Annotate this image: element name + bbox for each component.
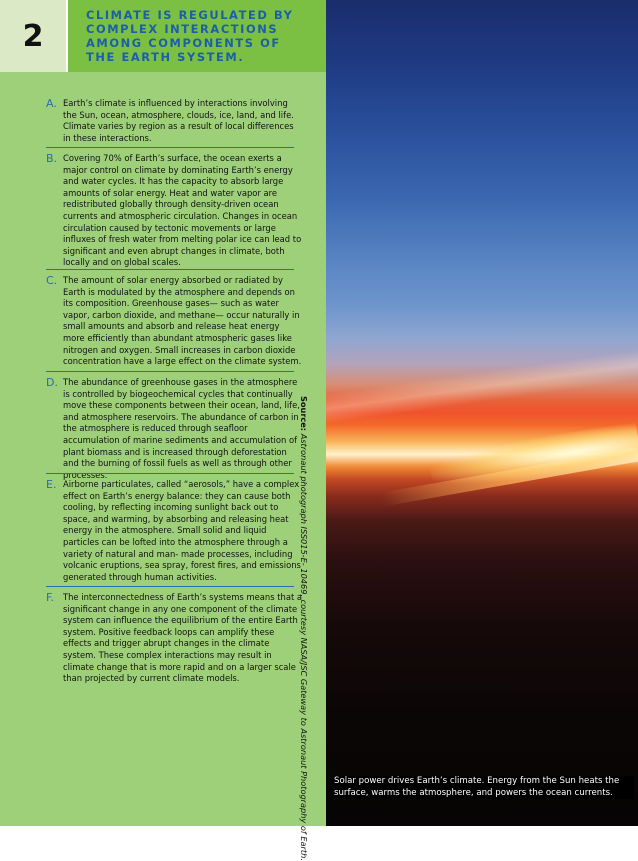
section-letter: E.: [46, 478, 57, 491]
photo-caption: Solar power drives Earth’s climate. Energy from the Sun heats the surface, warms the atmosphere, and powers the ocean currents.: [330, 776, 634, 799]
chapter-number: 2: [22, 18, 44, 54]
section-letter: A.: [46, 97, 57, 110]
chapter-header: [0, 0, 326, 72]
chapter-number-box: [0, 0, 68, 72]
source-label: Source:: [299, 396, 309, 432]
section-divider: [46, 371, 294, 372]
section-text: The amount of solar energy absorbed or radiated by Earth is modulated by the atmosphere and depends on its composition. Greenhouse gases— such as water vapor, carbon dioxide, and methane— occur naturally in small amounts and absorb and release heat energy more efficiently than abundant atmospheric gases like nitrogen and oxygen. Small increases in carbon dioxide concentration have a large effect on the climate system.: [63, 275, 302, 367]
section-divider: [46, 473, 294, 474]
section-letter: B.: [46, 152, 58, 165]
section-letter: D.: [46, 376, 58, 389]
section-text: The interconnectedness of Earth’s systems means that a significant change in any one component of the climate system can influence the equilibrium of the entire Earth system. Positive feedback loops can amplify these effects and trigger abrupt changes in the climate system. These complex interactions may result in climate change that is more rapid and on a larger scale than projected by current climate models.: [63, 592, 303, 684]
section-text: The abundance of greenhouse gases in the atmosphere is controlled by biogeochemical cycles that continually move these components between their ocean, land, life, and atmosphere reservoirs. The abundance of carbon in the atmosphere is reduced through seafloor accumulation of marine sediments and accumulation of plant biomass and is increased through deforestation and the burning of fossil fuels as well as through other processes.: [63, 377, 300, 480]
section-text: Covering 70% of Earth’s surface, the ocean exerts a major control on climate by dominating Earth’s energy and water cycles. It has the capacity to absorb large amounts of solar energy. Heat and water vapor are redistributed globally through density-driven ocean currents and atmospheric circulation. Changes in ocean circulation caused by tectonic movements or large influxes of fresh water from melting polar ice can lead to significant and even abrupt changes in climate, both locally and on global scales.: [63, 153, 302, 268]
photo-source-credit: [299, 396, 309, 861]
section-letter: C.: [46, 274, 58, 287]
chapter-title: CLIMATE IS REGULATED BY COMPLEX INTERACTIONS AMONG COMPONENTS OF THE EARTH SYSTEM.: [86, 8, 294, 64]
section-divider: [46, 269, 294, 270]
section-text: Earth’s climate is influenced by interactions involving the Sun, ocean, atmosphere, clouds, ice, land, and life. Climate varies by region as a result of local differences in these interactions.: [63, 98, 294, 143]
source-text: Astronaut photograph ISS015-E- 10469, courtesy NASA/JSC Gateway to Astronaut Photography of Earth.: [299, 433, 309, 861]
section-text: Airborne particulates, called “aerosols,” have a complex effect on Earth’s energy balance: they can cause both cooling, by reflecting incoming sunlight back out to space, and warming, by absorbing and releasing heat energy in the atmosphere. Small solid and liquid particles can be lofted into the atmosphere through a variety of natural and man- made processes, including volcanic eruptions, sea spray, forest fires, and emissions generated through human activities.: [63, 479, 301, 582]
section-divider: [46, 147, 294, 148]
section-letter: F.: [46, 591, 55, 604]
section-divider: [46, 586, 294, 587]
